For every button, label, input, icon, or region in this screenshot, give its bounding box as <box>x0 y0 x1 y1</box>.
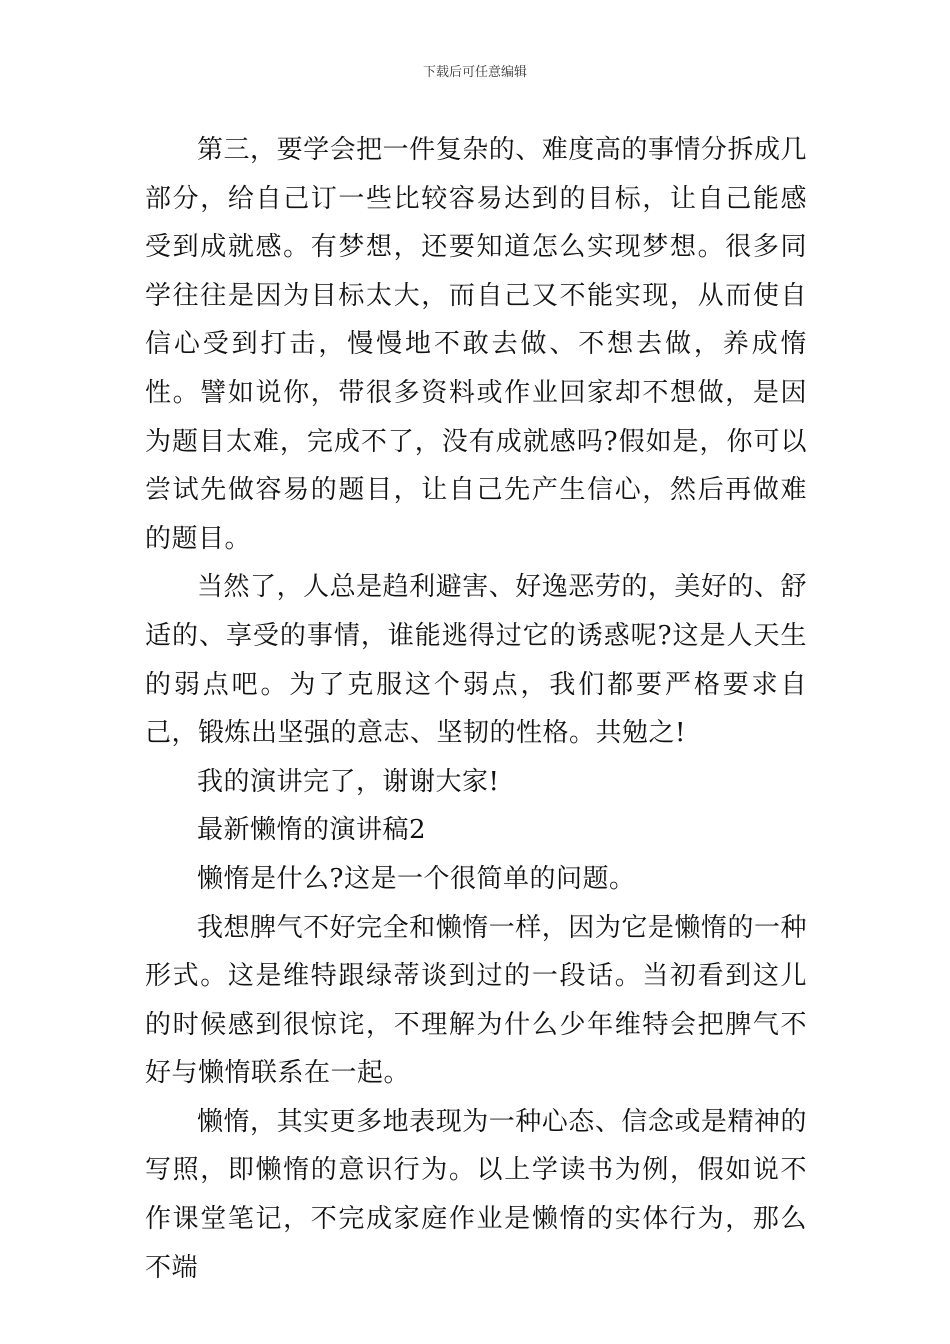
paragraph-5: 我想脾气不好完全和懒惰一样，因为它是懒惰的一种形式。这是维特跟绿蒂谈到过的一段话。当初看到这儿的时候感到很惊诧，不理解为什么少年维特会把脾气不好与懒惰联系在一起。 <box>145 912 807 1089</box>
page-header: 下载后可任意编辑 <box>422 65 527 80</box>
paragraph-6: 懒惰，其实更多地表现为一种心态、信念或是精神的写照，即懒惰的意识行为。以上学读书为例，假如说不作课堂笔记，不完成家庭作业是懒惰的实体行为，那么不端 <box>145 1106 807 1283</box>
paragraph-2: 当然了，人总是趋利避害、好逸恶劳的，美好的、舒适的、享受的事情，谁能逃得过它的诱惑呢?这是人天生的弱点吧。为了克服这个弱点，我们都要严格要求自己，锻炼出坚强的意志、坚韧的性格。共勉之! <box>145 572 807 749</box>
document-body <box>145 126 807 1292</box>
paragraph-1: 第三，要学会把一件复杂的、难度高的事情分拆成几部分，给自己订一些比较容易达到的目标，让自己能感受到成就感。有梦想，还要知道怎么实现梦想。很多同学往往是因为目标太大，而自己又不能实现，从而使自信心受到打击，慢慢地不敢去做、不想去做，养成惰性。譬如说你，带很多资料或作业回家却不想做，是因为题目太难，完成不了，没有成就感吗?假如是，你可以尝试先做容易的题目，让自己先产生信心，然后再做难的题目。 <box>145 135 807 554</box>
paragraph-4: 懒惰是什么?这是一个很简单的问题。 <box>197 863 636 894</box>
paragraph-3: 我的演讲完了，谢谢大家! <box>197 766 500 797</box>
section-title: 最新懒惰的演讲稿2 <box>197 815 427 846</box>
